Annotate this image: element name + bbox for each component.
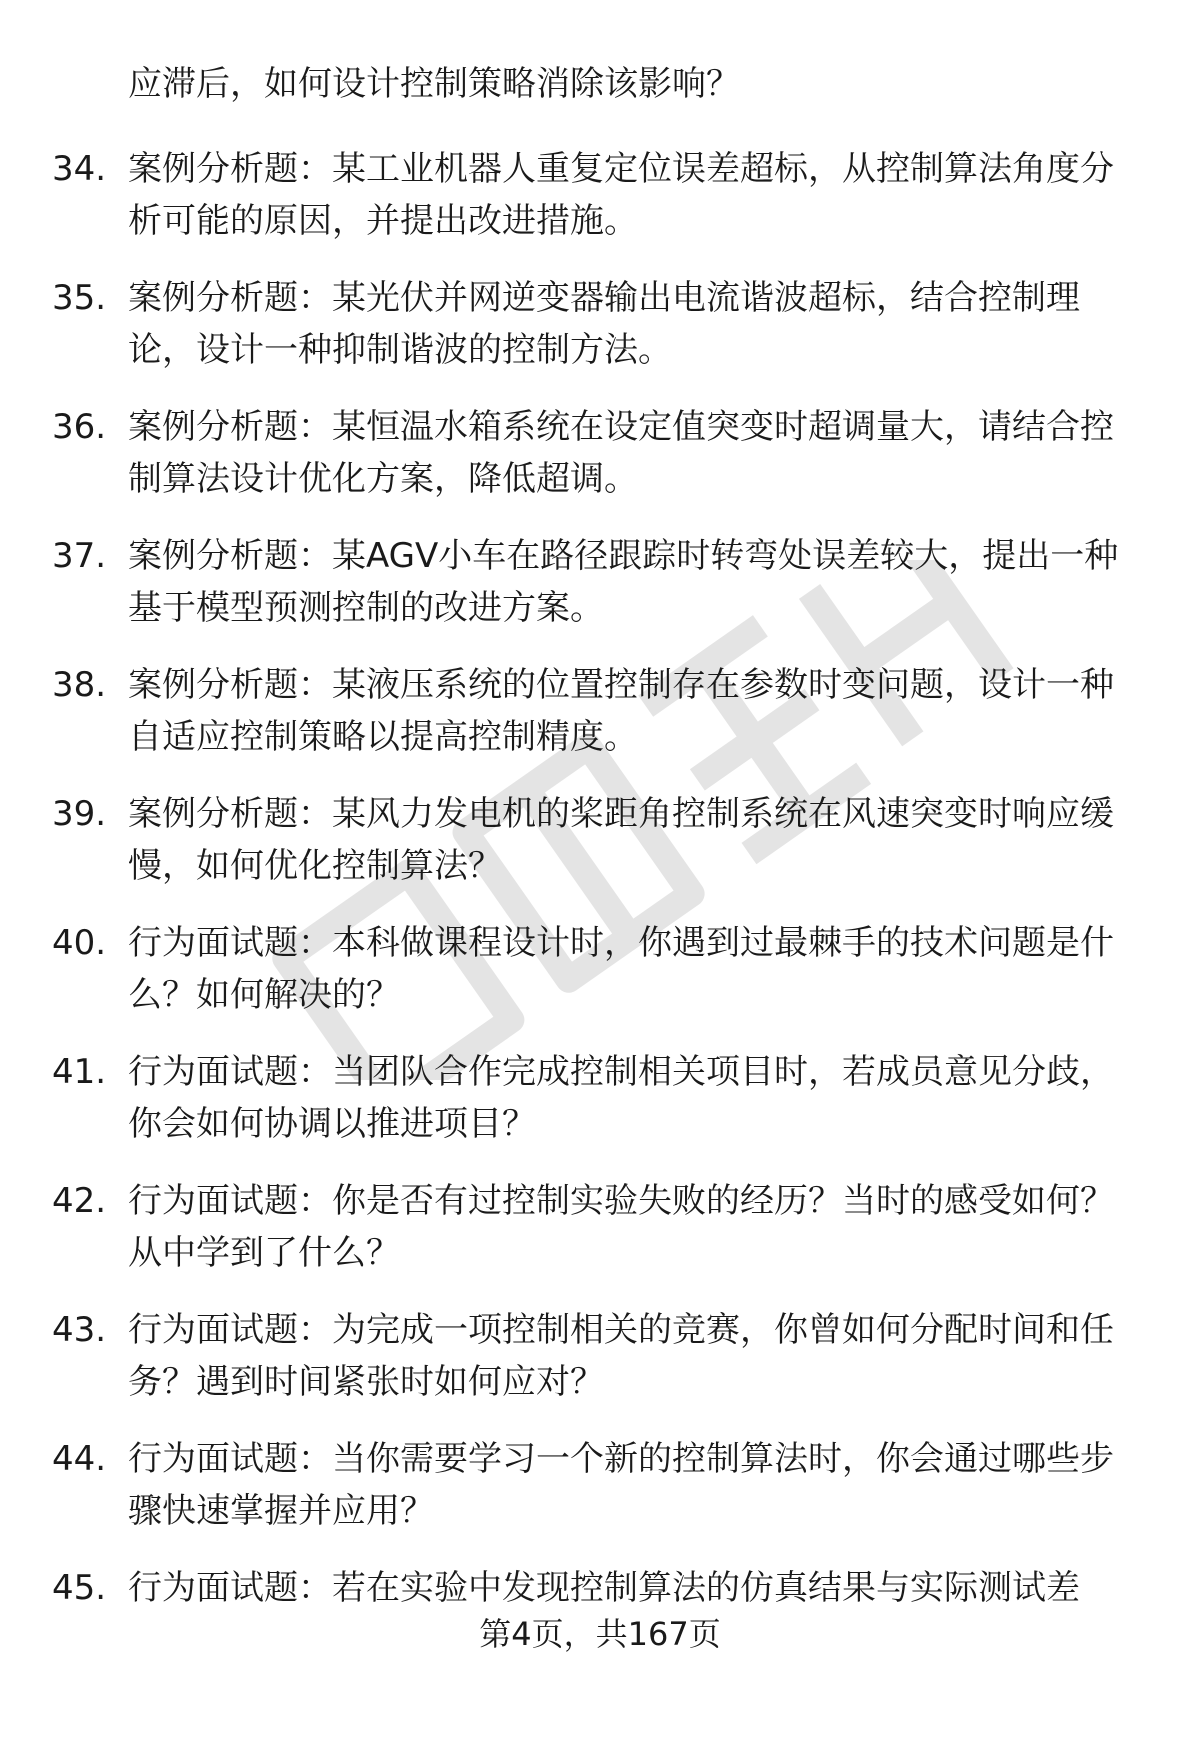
question-item [0, 530, 1200, 659]
question-text: 案例分析题：某风力发电机的桨距角控制系统在风速突变时响应缓慢，如何优化控制算法？ [128, 794, 1114, 886]
continuation-text: 应滞后，如何设计控制策略消除该影响？ [128, 64, 740, 104]
question-item [0, 659, 1200, 788]
question-number: 37. [52, 536, 107, 576]
question-number: 43. [52, 1310, 107, 1350]
question-text: 案例分析题：某光伏并网逆变器输出电流谐波超标，结合控制理论，设计一种抑制谐波的控制方法。 [128, 278, 1080, 370]
question-item [0, 272, 1200, 401]
question-item [0, 1433, 1200, 1562]
question-item [0, 788, 1200, 917]
question-number: 41. [52, 1052, 107, 1092]
question-item [0, 143, 1200, 272]
question-number: 45. [52, 1568, 107, 1608]
question-number: 34. [52, 149, 107, 189]
question-number: 42. [52, 1181, 107, 1221]
question-item [0, 1304, 1200, 1433]
question-number: 39. [52, 794, 107, 834]
question-text: 案例分析题：某液压系统的位置控制存在参数时变问题，设计一种自适应控制策略以提高控制精度。 [128, 665, 1114, 757]
question-list [0, 143, 1200, 1691]
question-text: 行为面试题：若在实验中发现控制算法的仿真结果与实际测试差 [128, 1568, 1080, 1608]
question-text: 行为面试题：本科做课程设计时，你遇到过最棘手的技术问题是什么？如何解决的？ [128, 923, 1114, 1015]
question-text: 案例分析题：某AGV小车在路径跟踪时转弯处误差较大，提出一种基于模型预测控制的改进方案。 [128, 536, 1119, 628]
question-number: 38. [52, 665, 107, 705]
page-footer: 第4页，共167页 [479, 1615, 721, 1653]
question-text: 案例分析题：某工业机器人重复定位误差超标，从控制算法角度分析可能的原因，并提出改进措施。 [128, 149, 1114, 241]
question-item [0, 917, 1200, 1046]
question-number: 44. [52, 1439, 107, 1479]
question-text: 案例分析题：某恒温水箱系统在设定值突变时超调量大，请结合控制算法设计优化方案，降低超调。 [128, 407, 1114, 499]
question-item [0, 401, 1200, 530]
question-text: 行为面试题：你是否有过控制实验失败的经历？当时的感受如何？从中学到了什么？ [128, 1181, 1114, 1273]
question-text: 行为面试题：当你需要学习一个新的控制算法时，你会通过哪些步骤快速掌握并应用？ [128, 1439, 1114, 1531]
question-item [0, 1046, 1200, 1175]
question-number: 40. [52, 923, 107, 963]
question-text: 行为面试题：为完成一项控制相关的竞赛，你曾如何分配时间和任务？遇到时间紧张时如何应对？ [128, 1310, 1114, 1402]
question-number: 35. [52, 278, 107, 318]
question-number: 36. [52, 407, 107, 447]
question-item [0, 1175, 1200, 1304]
question-text: 行为面试题：当团队合作完成控制相关项目时，若成员意见分歧，你会如何协调以推进项目？ [128, 1052, 1114, 1144]
